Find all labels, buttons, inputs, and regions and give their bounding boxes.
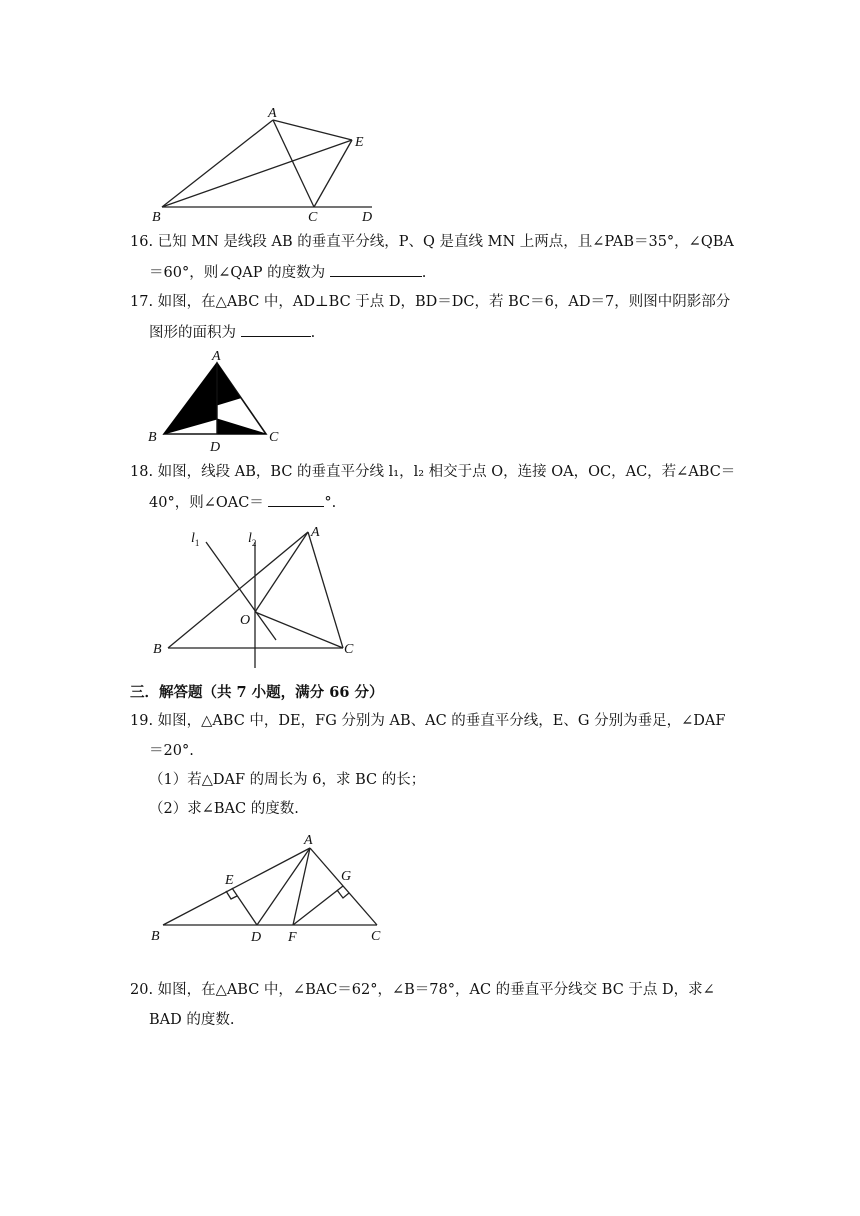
- label-C: C: [344, 642, 354, 657]
- figure-q19: [145, 828, 390, 948]
- label-B: B: [153, 642, 162, 657]
- label-D: D: [251, 930, 262, 945]
- section-title: 三．解答题（共 7 小题，满分 66 分）: [130, 684, 384, 701]
- question-20-line2: [149, 1010, 749, 1030]
- figure-q18: [148, 522, 363, 672]
- label-O: O: [240, 613, 251, 628]
- label-B: B: [148, 430, 157, 445]
- question-19-line2: [149, 741, 749, 761]
- label-E: E: [225, 873, 234, 888]
- question-17-line2: [149, 322, 749, 343]
- question-text: ＝20°.: [149, 743, 194, 759]
- label-l2: $l_2$: [248, 531, 257, 548]
- label-A: A: [311, 525, 320, 540]
- question-text: 图形的面积为: [149, 325, 236, 341]
- question-number: 17.: [130, 294, 154, 310]
- label-C: C: [371, 929, 381, 944]
- label-G: G: [341, 869, 352, 884]
- question-18-line1: [130, 462, 736, 482]
- label-B: B: [152, 210, 161, 225]
- answer-blank[interactable]: [268, 492, 324, 507]
- question-number: 16.: [130, 234, 154, 250]
- label-l1: $l_1$: [191, 531, 200, 548]
- question-text-end: .: [421, 265, 427, 281]
- label-C: C: [308, 210, 318, 225]
- question-20-line1: [130, 980, 730, 1000]
- question-text-end: .: [310, 325, 316, 341]
- label-A: A: [304, 833, 313, 848]
- question-number: 18.: [130, 464, 154, 480]
- question-text: 如图，在△ABC 中，AD⊥BC 于点 D，BD＝DC，若 BC＝6，AD＝7，则图中阴影部分: [157, 294, 731, 310]
- question-19-part2: （2）求∠BAC 的度数.: [149, 801, 299, 817]
- question-16-line1: [130, 232, 734, 252]
- label-C: C: [269, 430, 279, 445]
- figure-q17: [140, 345, 290, 455]
- question-18-line2: [149, 492, 749, 513]
- question-text: ＝60°，则∠QAP 的度数为: [149, 265, 326, 281]
- question-number: 20.: [130, 982, 154, 998]
- question-text: 如图，线段 AB，BC 的垂直平分线 l₁，l₂ 相交于点 O，连接 OA，OC，AC，若∠ABC＝: [157, 464, 736, 480]
- question-number: 19.: [130, 713, 154, 729]
- figure-q15: [140, 100, 400, 225]
- question-text: 40°，则∠OAC＝: [149, 495, 264, 511]
- question-text: 如图，在△ABC 中，∠BAC＝62°，∠B＝78°，AC 的垂直平分线交 BC 于点 D，求∠: [157, 982, 715, 998]
- label-D: D: [362, 210, 373, 225]
- question-17-line1: [130, 292, 730, 312]
- question-text-end: °.: [324, 495, 337, 511]
- question-text: BAD 的度数.: [149, 1012, 235, 1028]
- question-16-line2: [149, 262, 749, 283]
- label-A: A: [268, 106, 277, 121]
- answer-blank[interactable]: [241, 322, 311, 337]
- question-text: 如图，△ABC 中，DE，FG 分别为 AB、AC 的垂直平分线，E、G 分别为垂足，∠DAF: [157, 713, 726, 729]
- answer-blank[interactable]: [330, 262, 422, 277]
- label-F: F: [288, 930, 297, 945]
- question-text: 已知 MN 是线段 AB 的垂直平分线，P、Q 是直线 MN 上两点，且∠PAB＝35°，∠QBA: [157, 234, 734, 250]
- question-19-part1: （1）若△DAF 的周长为 6，求 BC 的长；: [149, 772, 426, 788]
- label-A: A: [212, 349, 221, 364]
- label-B: B: [151, 929, 160, 944]
- label-E: E: [355, 135, 364, 150]
- question-19-line1: [130, 711, 730, 731]
- label-D: D: [210, 440, 221, 455]
